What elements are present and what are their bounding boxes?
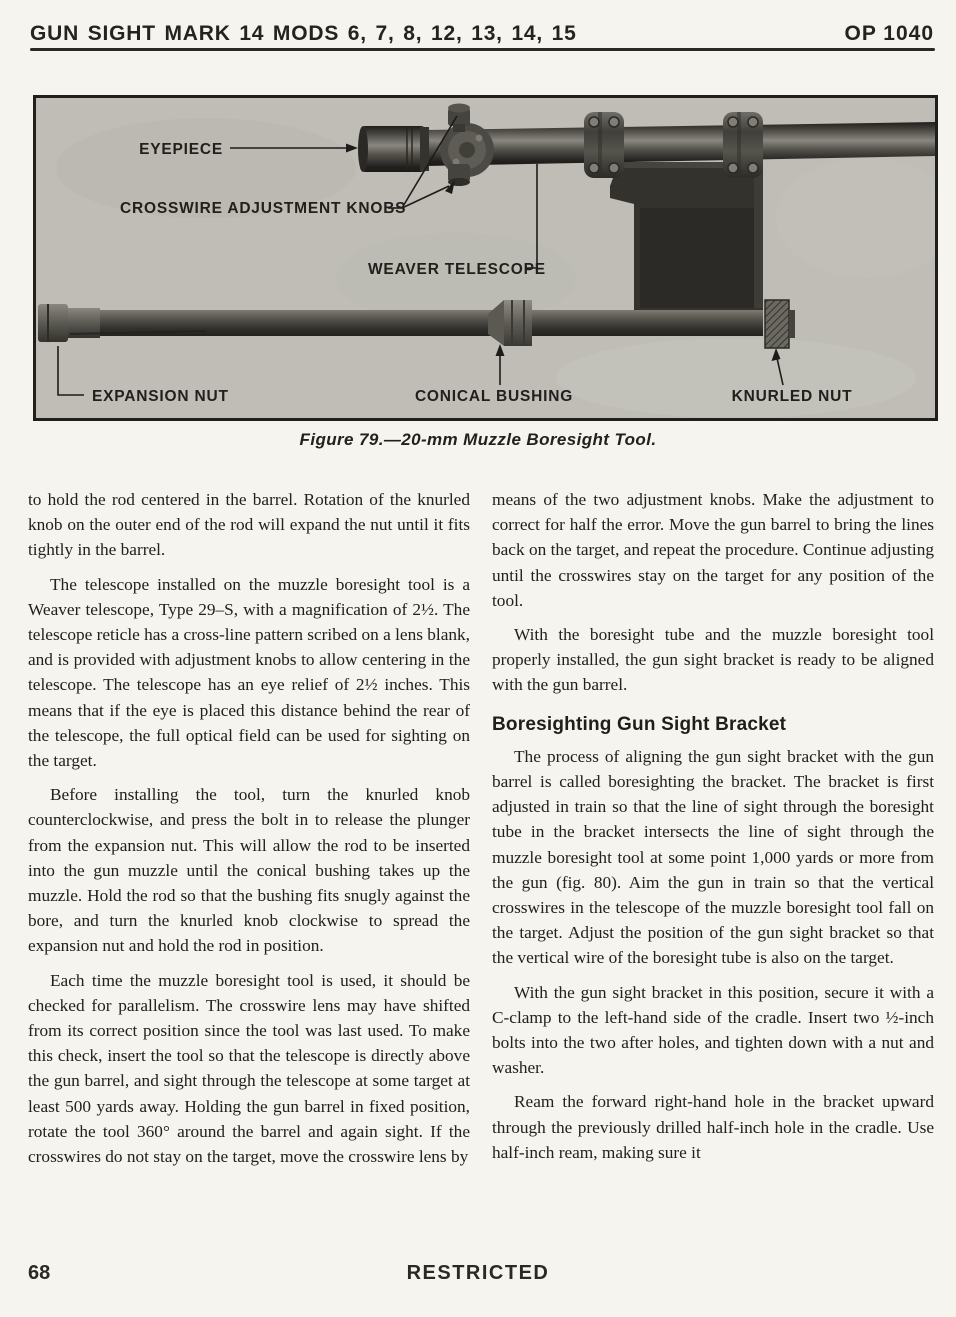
eyepiece-part (358, 126, 429, 172)
expansion-nut-part (38, 304, 68, 342)
scope-ring-front-part (584, 112, 624, 178)
figure-photo (33, 95, 938, 421)
boresight-rod-part (38, 308, 763, 338)
crosswire-adjustment-knobs-label: CROSSWIRE ADJUSTMENT KNOBS (120, 200, 407, 217)
page-number: 68 (28, 1262, 51, 1284)
boresight-tool-illustration (36, 98, 935, 418)
right-column (492, 487, 934, 1178)
knurled-nut-label: KNURLED NUT (731, 388, 853, 405)
body-columns (28, 487, 934, 1178)
header-rule (30, 48, 935, 51)
paragraph: to hold the rod centered in the barrel. Rotation of the knurled knob on the outer end of the rod will expand the nut until it fits tightly in the barrel. (28, 490, 470, 560)
paragraph: With the boresight tube and the muzzle boresight tool properly installed, the gun sight bracket is ready to be aligned with the gun barrel. (492, 625, 934, 695)
scope-ring-rear-part (723, 112, 763, 178)
page-header-title: GUN SIGHT MARK 14 MODS 6, 7, 8, 12, 13, 14, 15 (30, 22, 577, 45)
weaver-telescope-label: WEAVER TELESCOPE (368, 261, 546, 278)
section-heading: Boresighting Gun Sight Bracket (492, 713, 787, 735)
paragraph: Ream the forward right-hand hole in the bracket upward through the previously drilled half-inch hole in the cradle. Use half-inch ream, making sure it (492, 1092, 934, 1162)
conical-bushing-label: CONICAL BUSHING (414, 388, 574, 405)
paragraph: Before installing the tool, turn the knurled knob counterclockwise, and press the bolt in to release the plunger from the expansion nut. This will allow the rod to be inserted into the gun muzzle until the conical bushing takes up the muzzle. Hold the rod so that the bushing fits snugly against the bore, and turn the knurled knob clockwise to spread the expansion nut and hold the rod in position. (28, 785, 470, 956)
expansion-nut-label: EXPANSION NUT (92, 388, 229, 405)
paragraph: means of the two adjustment knobs. Make the adjustment to correct for half the error. Move the gun barrel to bring the lines back on the target, and repeat the procedure. Continue adjusting until the crosswires stay on the target for any position of the tool. (492, 490, 934, 610)
figure-caption: Figure 79.—20-mm Muzzle Boresight Tool. (299, 430, 657, 449)
paragraph: With the gun sight bracket in this position, secure it with a C-clamp to the left-hand side of the cradle. Insert two ½-inch bolts into the two after holes, and tighten down with a nut and washer. (492, 982, 934, 1078)
paragraph: The process of aligning the gun sight bracket with the gun barrel is called boresighting the bracket. The bracket is first adjusted in train so that the line of sight through the boresight tube in the bracket intersects the line of sight through the muzzle boresight tool at some point 1,000 yards or more from the gun (fig. 80). Aim the gun in train so that the vertical crosswires in the telescope of the muzzle boresight tool fall on the target. Adjust the position of the gun sight bracket so that the vertical wire of the boresight tube is also on the target. (492, 746, 934, 968)
paragraph: The telescope installed on the muzzle boresight tool is a Weaver telescope, Type 29–S, with a magnification of 2½. The telescope reticle has a cross-line pattern scribed on a lens blank, and is provided with adjustment knobs to allow centering in the telescope. The telescope has an eye relief of 2½ inches. This means that if the eye is placed this distance behind the rear of the telescope, the full optical field can be used for sighting on the target. (28, 574, 470, 771)
classification-marking: RESTRICTED (406, 1262, 550, 1284)
document-number: OP 1040 (844, 22, 934, 45)
eyepiece-label: EYEPIECE (139, 141, 223, 158)
paragraph: Each time the muzzle boresight tool is used, it should be checked for parallelism. The crosswire lens may have shifted from its correct position since the tool was last used. To make this check, insert the tool so that the telescope is directly above the gun barrel, and sight through the telescope at some target at least 500 yards away. Holding the gun barrel in fixed position, rotate the tool 360° around the barrel and again sight. If the crosswires do not stay on the target, move the crosswire lens by (28, 970, 470, 1167)
left-column (28, 487, 470, 1178)
